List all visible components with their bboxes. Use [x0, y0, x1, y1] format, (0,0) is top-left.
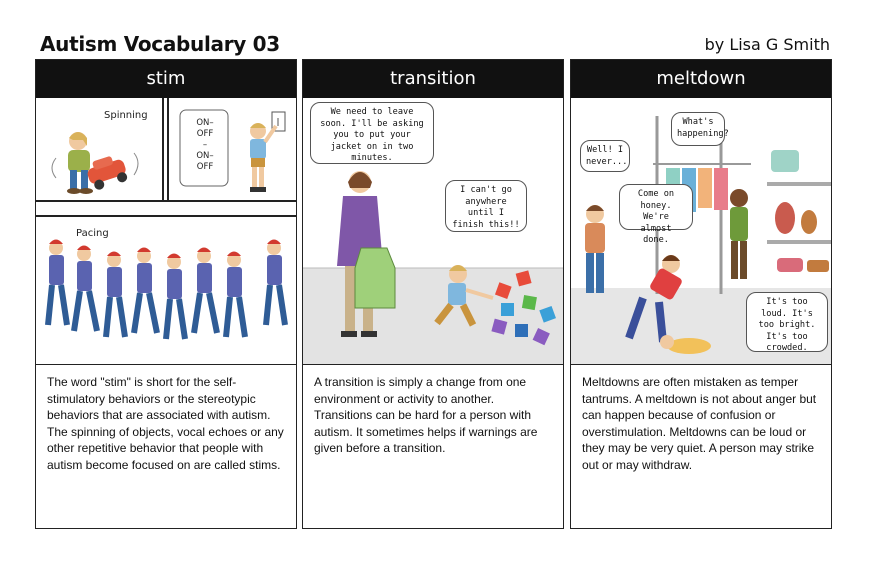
speech-bubble-too-loud: It's too loud. It's too bright. It's too crowded.: [746, 292, 828, 352]
panel-heading: transition: [303, 60, 563, 98]
panel-meltdown: [570, 59, 832, 529]
speech-bubble-whats-happening: What's happening?: [671, 112, 725, 146]
meltdown-illustration: [571, 98, 831, 365]
panel-stim: [35, 59, 297, 529]
panel-heading: stim: [36, 60, 296, 98]
caption-pacing: Pacing: [76, 228, 109, 239]
panel-description: The word "stim" is short for the self-stimulatory behaviors or the stereotypic behaviors that are associated with autism. The spinning of objects, vocal echoes or any other repetitive behavior that people with autism become focused on are called stims.: [47, 375, 284, 472]
author-credit: by Lisa G Smith: [704, 35, 830, 54]
speech-bubble-come-on-honey: Come on honey. We're almost done.: [619, 184, 693, 230]
panel-heading: meltdown: [571, 60, 831, 98]
panel-description: Meltdowns are often mistaken as temper tantrums. A meltdown is not about anger but can happen because of confusion or overstimulation. Meltdowns can be loud or they may be very quiet. A person may strike out or may withdraw.: [582, 375, 817, 472]
sign-line: ON–: [196, 151, 214, 161]
stim-scene-graphic: [36, 98, 296, 364]
sign-line: OFF: [196, 129, 214, 139]
page-title: Autism Vocabulary 03: [40, 32, 280, 56]
jacket: [355, 248, 395, 308]
caption-spinning: Spinning: [104, 110, 148, 121]
stim-illustration: [36, 98, 296, 365]
speech-bubble-well-i-never: Well! I never...: [580, 140, 630, 172]
panel-description: A transition is simply a change from one environment or activity to another. Transitions can be hard for a person with autism. It sometimes helps if warnings are given before a transition.: [314, 375, 538, 455]
speech-bubble-adult: We need to leave soon. I'll be asking you to put your jacket on in two minutes.: [310, 102, 434, 164]
on-off-sign: [194, 118, 216, 173]
sign-line: ON–: [196, 118, 214, 128]
transition-illustration: [303, 98, 563, 365]
speech-bubble-child: I can't go anywhere until I finish this!!: [445, 180, 527, 232]
sign-line: OFF: [196, 162, 214, 172]
panel-transition: [302, 59, 564, 529]
sign-line: –: [202, 140, 208, 150]
